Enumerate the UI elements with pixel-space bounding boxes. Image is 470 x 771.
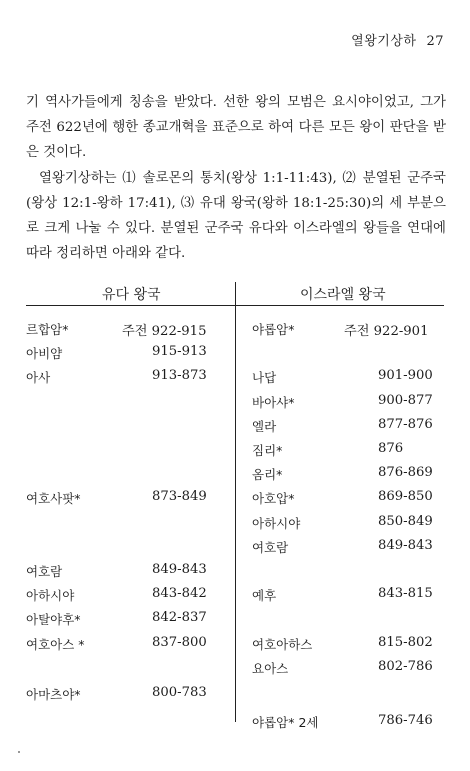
- israel-reign-years: 843-815: [378, 586, 433, 602]
- judah-column-header: 유다 왕국: [102, 287, 161, 303]
- israel-king-name: 예후: [252, 588, 277, 604]
- body-paragraph-1: 기 역사가들에게 칭송을 받았다. 선한 왕의 모범은 요시야이었고, 그가 주전 622년에 행한 종교개혁을 표준으로 하여 다른 모든 왕이 판단을 받은 것이다.: [26, 95, 446, 160]
- israel-reign-years: 849-843: [378, 537, 433, 553]
- judah-king-name: 여호사팟*: [26, 491, 81, 507]
- judah-reign-years: 800-783: [152, 685, 207, 700]
- israel-king-name: 야롭암* 2세: [252, 715, 319, 731]
- judah-reign-years: 873-849: [152, 489, 207, 505]
- column-divider: [235, 282, 236, 722]
- book-title: 열왕기상하: [351, 34, 417, 49]
- israel-reign-years: 876-869: [378, 465, 433, 481]
- judah-reign-years: 915-913: [152, 344, 207, 360]
- judah-king-name: 아탈야후*: [26, 612, 81, 628]
- israel-king-name: 옴리*: [252, 467, 283, 483]
- judah-king-name: 여호아스 *: [26, 636, 85, 652]
- israel-reign-years: 901-900: [378, 368, 433, 384]
- israel-king-name: 야롭암*: [252, 322, 295, 337]
- israel-king-name: 여호아하스: [252, 636, 313, 652]
- israel-reign-years: 주전 922-901: [344, 324, 429, 339]
- judah-king-name: 르합암*: [26, 322, 69, 337]
- israel-reign-years: 786-746: [378, 713, 433, 729]
- israel-king-name: 엘라: [252, 418, 277, 434]
- judah-reign-years: 주전 922-915: [122, 324, 207, 339]
- judah-king-name: 아비얌: [26, 346, 63, 362]
- judah-reign-years: 913-873: [152, 368, 207, 384]
- israel-king-name: 짐리*: [252, 443, 283, 458]
- page-number: 27: [426, 34, 444, 49]
- body-paragraph-2: 열왕기상하는 ⑴ 솔로몬의 통치(왕상 1:1-11:43), ⑵ 분열된 군주국(왕상 12:1-왕하 17:41), ⑶ 유대 왕국(왕하 18:1-25:30)의 세 부분으로 크게 나눌 수 있다. 분열된 군주국 유다와 이스라엘의 왕들을 연대에 따라 정리하면 아래와 같다.: [26, 171, 446, 261]
- judah-reign-years: 842-837: [152, 610, 207, 626]
- israel-reign-years: 877-876: [378, 416, 433, 432]
- israel-column-header: 이스라엘 왕국: [300, 287, 386, 303]
- running-header: [351, 30, 444, 49]
- israel-reign-years: 802-786: [378, 658, 433, 674]
- page-mark: [18, 751, 20, 753]
- israel-reign-years: 900-877: [378, 392, 433, 408]
- israel-king-name: 아하시야: [252, 515, 301, 531]
- judah-king-name: 여호람: [26, 564, 63, 579]
- judah-king-name: 아하시야: [26, 588, 75, 604]
- israel-king-name: 바아샤*: [252, 394, 295, 410]
- judah-king-name: 아사: [26, 370, 51, 386]
- israel-king-name: 아호압*: [252, 491, 295, 507]
- israel-reign-years: 850-849: [378, 513, 433, 529]
- israel-king-name: 여호람: [252, 539, 289, 555]
- judah-reign-years: 843-842: [152, 586, 207, 602]
- israel-reign-years: 869-850: [378, 489, 433, 505]
- judah-king-name: 아마츠야*: [26, 687, 81, 702]
- israel-king-name: 요아스: [252, 660, 289, 676]
- judah-reign-years: 849-843: [152, 562, 207, 577]
- israel-reign-years: 815-802: [378, 634, 433, 650]
- judah-reign-years: 837-800: [152, 634, 207, 650]
- israel-king-name: 나답: [252, 370, 277, 386]
- israel-reign-years: 876: [378, 441, 404, 456]
- header-rule: [26, 305, 444, 306]
